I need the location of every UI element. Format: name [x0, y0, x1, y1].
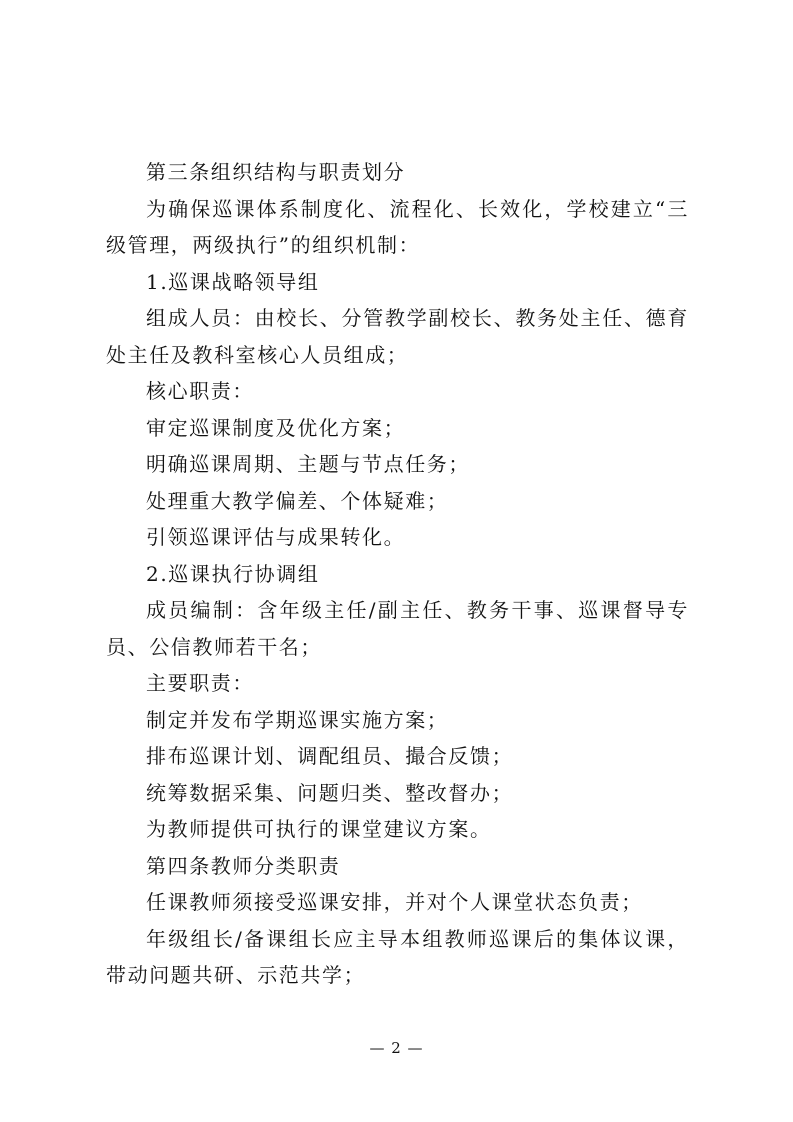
list-item: 引领巡课评估与成果转化。 [146, 525, 406, 549]
list-item: 审定巡课制度及优化方案； [146, 415, 406, 440]
list-item: 排布巡课计划、调配组员、撮合反馈； [146, 744, 514, 768]
list-item: 明确巡课周期、主题与节点任务； [146, 452, 470, 476]
page-number: — 2 — [369, 1039, 424, 1057]
paragraph: 主要职责： [146, 671, 254, 695]
paragraph: 任课教师须接受巡课安排，并对个人课堂状态负责； [146, 890, 643, 914]
list-item: 为教师提供可执行的课堂建议方案。 [146, 817, 492, 841]
paragraph: 组成人员：由校长、分管教学副校长、教务处主任、德育处主任及教科室核心人员组成； [106, 306, 689, 367]
section-heading-article-4: 第四条教师分类职责 [146, 853, 341, 878]
document-body [106, 154, 689, 994]
section-heading-article-3: 第三条组织结构与职责划分 [146, 160, 406, 184]
paragraph: 年级组长/备课组长应主导本组教师巡课后的集体议课，带动问题共研、示范共学； [106, 926, 689, 987]
subsection-heading: 1.巡课战略领导组 [146, 269, 320, 294]
subsection-heading: 2.巡课执行协调组 [146, 561, 320, 586]
paragraph: 为确保巡课体系制度化、流程化、长效化，学校建立“三级管理，两级执行”的组织机制： [106, 196, 689, 257]
paragraph: 成员编制：含年级主任/副主任、教务干事、巡课督导专员、公信教师若干名； [106, 598, 689, 659]
list-item: 制定并发布学期巡课实施方案； [146, 707, 449, 732]
list-item: 统筹数据采集、问题归类、整改督办； [146, 780, 514, 805]
paragraph: 核心职责： [146, 379, 254, 403]
list-item: 处理重大教学偏差、个体疑难； [146, 488, 449, 513]
